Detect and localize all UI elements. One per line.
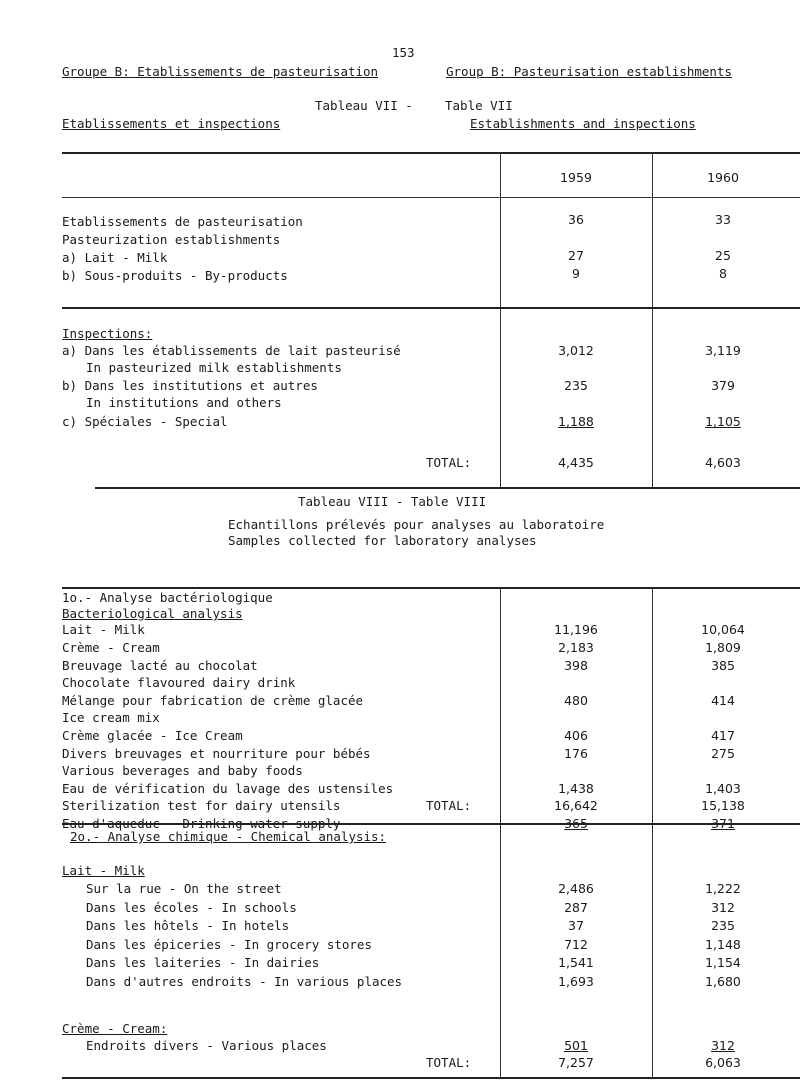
t7-byproducts-1959: 9 [572, 266, 580, 281]
table-row-label-en: Various beverages and baby foods [62, 763, 303, 778]
table-row-1960: 385 [711, 658, 735, 673]
table-row-1959: 37 [568, 918, 584, 933]
table-row-label-en: Ice cream mix [62, 710, 160, 725]
t8-chem-total-1960: 6,063 [705, 1055, 741, 1070]
table-row-label-en: Sterilization test for dairy utensils [62, 798, 341, 813]
t8-cream-heading: Crème - Cream: [62, 1021, 168, 1036]
table-row-1959: 480 [564, 693, 588, 708]
t8-bact-total-1960: 15,138 [701, 798, 745, 813]
table-row-1959: 712 [564, 936, 588, 952]
t7-row-a-1960: 3,119 [705, 343, 741, 358]
table-row-label-fr: Lait - Milk [62, 622, 145, 637]
t7-total-label: TOTAL: [426, 455, 472, 470]
t7-total-1960: 4,603 [705, 455, 741, 470]
table8-subtitle-fr: Echantillons prélevés pour analyses au laboratoire [228, 517, 605, 532]
table-row-label-fr: Eau d'aqueduc - Drinking water supply [62, 816, 341, 831]
table7-subtitle-en: Establishments and inspections [470, 116, 696, 131]
table-row-label-fr: Crème - Cream [62, 640, 160, 655]
table-row-1960: 1,222 [705, 881, 741, 896]
t7-row-a-fr: a) Dans les établissements de lait pasteurisé [62, 343, 401, 358]
t7-estab-en: Pasteurization establishments [62, 232, 281, 247]
table-row-1960: 1,809 [705, 640, 741, 655]
t7-row-c-label: c) Spéciales - Special [62, 414, 228, 429]
t7-milk-label: a) Lait - Milk [62, 250, 168, 265]
table-row-1959: 365 [564, 816, 588, 831]
t7-row-b-1960: 379 [711, 378, 735, 393]
table8-subtitle-en: Samples collected for laboratory analyses [228, 533, 537, 548]
table-row-label: Sur la rue - On the street [86, 881, 282, 896]
table-row-label-fr: Eau de vérification du lavage des ustensiles [62, 781, 394, 796]
t8-bact-heading-en: Bacteriological analysis [62, 606, 243, 621]
table-row-label: Dans d'autres endroits - In various places [86, 973, 403, 989]
table-row-label-fr: Divers breuvages et nourriture pour bébés [62, 746, 371, 761]
table-row-label-en: Chocolate flavoured dairy drink [62, 675, 296, 690]
page-number: 153 [392, 45, 415, 60]
table-row-1959: 1,693 [558, 973, 594, 989]
table7-title-en: Table VII [445, 98, 513, 113]
table-row-1960: 414 [711, 693, 735, 708]
t7-estab-fr: Etablissements de pasteurisation [62, 214, 303, 229]
table-row-1960: 417 [711, 728, 735, 743]
t8-bact-heading-fr: 1o.- Analyse bactériologique [62, 590, 273, 605]
table-row-label-fr: Mélange pour fabrication de crème glacée [62, 693, 364, 708]
t7-milk-1959: 27 [568, 248, 584, 263]
group-title-en: Group B: Pasteurisation establishments [446, 64, 732, 79]
table-row-1959: 2,183 [558, 640, 594, 655]
table-row-label: Dans les laiteries - In dairies [86, 955, 320, 970]
t7-row-a-1959: 3,012 [558, 343, 594, 358]
t7-estab-1960: 33 [715, 212, 731, 227]
table-row-label: Dans les écoles - In schools [86, 899, 297, 915]
table-row-label: Dans les épiceries - In grocery stores [86, 936, 372, 952]
table-row-1960: 1,148 [705, 936, 741, 952]
table-row-1960: 1,403 [705, 781, 741, 796]
table-row-1960: 10,064 [701, 622, 745, 637]
t7-byproducts-1960: 8 [719, 266, 727, 281]
t7-estab-1959: 36 [568, 212, 584, 227]
t7-inspections-heading: Inspections: [62, 326, 153, 341]
group-title-fr: Groupe B: Etablissements de pasteurisation [62, 64, 379, 79]
table-row-label-fr: Breuvage lacté au chocolat [62, 658, 258, 673]
t7-row-b-1959: 235 [564, 378, 588, 393]
table-row-label-fr: Crème glacée - Ice Cream [62, 728, 243, 743]
table8-title: Tableau VIII - Table VIII [298, 494, 487, 509]
t8-cream-row-label: Endroits divers - Various places [86, 1038, 327, 1053]
t8-bact-total-label: TOTAL: [426, 798, 472, 813]
table-row-1960: 275 [711, 746, 735, 761]
t7-col-1960: 1960 [707, 170, 739, 185]
t7-total-1959: 4,435 [558, 455, 594, 470]
table-row-1959: 1,438 [558, 781, 594, 796]
t8-chem-heading: 2o.- Analyse chimique - Chemical analysis: [70, 829, 387, 844]
table7-subtitle-fr: Etablissements et inspections [62, 116, 281, 131]
t8-chem-total-label: TOTAL: [426, 1055, 472, 1070]
table-row-1960: 1,154 [705, 955, 741, 970]
t7-row-c-1960: 1,105 [705, 414, 741, 429]
t7-row-b-en: In institutions and others [86, 395, 282, 410]
table-row-label: Dans les hôtels - In hotels [86, 918, 290, 933]
table-row-1960: 1,680 [705, 973, 741, 989]
table-row-1959: 1,541 [558, 955, 594, 970]
table-row-1959: 2,486 [558, 881, 594, 896]
t7-row-b-fr: b) Dans les institutions et autres [62, 378, 318, 393]
table7-title-fr: Tableau VII - [315, 98, 413, 113]
t7-col-1959: 1959 [560, 170, 592, 185]
t8-bact-total-1959: 16,642 [554, 798, 598, 813]
t8-cream-row-1960: 312 [711, 1038, 735, 1053]
table-row-1959: 406 [564, 728, 588, 743]
t8-milk-heading: Lait - Milk [62, 863, 145, 878]
t7-row-c-1959: 1,188 [558, 414, 594, 429]
t7-milk-1960: 25 [715, 248, 731, 263]
table-row-1960: 371 [711, 816, 735, 831]
t7-byproducts-label: b) Sous-produits - By-products [62, 268, 288, 283]
table-row-1959: 176 [564, 746, 588, 761]
table-row-1959: 287 [564, 899, 588, 915]
table-row-1959: 398 [564, 658, 588, 673]
t8-cream-row-1959: 501 [564, 1038, 588, 1053]
table-row-1959: 11,196 [554, 622, 598, 637]
t8-chem-total-1959: 7,257 [558, 1055, 594, 1070]
table-row-1960: 312 [711, 899, 735, 915]
t7-row-a-en: In pasteurized milk establishments [86, 360, 342, 375]
table-row-1960: 235 [711, 918, 735, 933]
